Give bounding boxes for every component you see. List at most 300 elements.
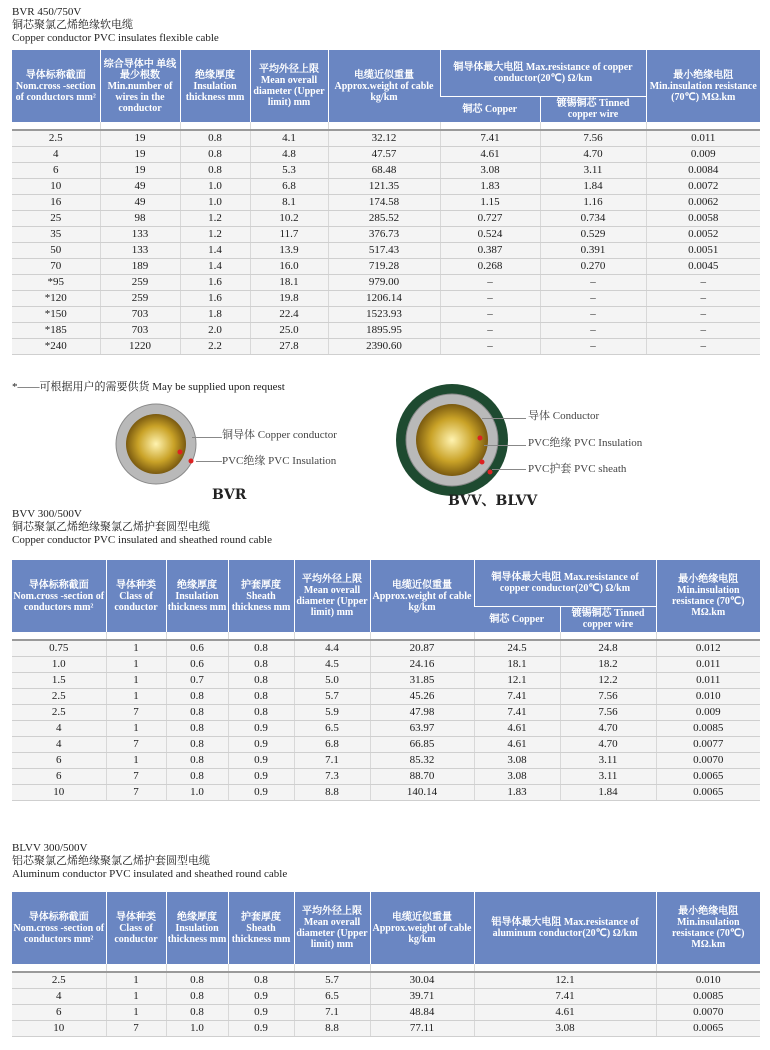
table-cell: 4 <box>12 147 100 163</box>
bvr-header-diameter: 平均外径上限 Mean overall diameter (Upper limit) mm <box>250 50 328 122</box>
table-cell: 5.7 <box>294 689 370 705</box>
table-cell: 98 <box>100 211 180 227</box>
table-cell: 39.71 <box>370 989 474 1005</box>
table-cell: 6.5 <box>294 989 370 1005</box>
table-cell: 3.08 <box>474 769 560 785</box>
table-cell: 85.32 <box>370 753 474 769</box>
table-cell: 6.8 <box>294 737 370 753</box>
table-cell: 3.08 <box>440 163 540 179</box>
table-cell: 50 <box>12 243 100 259</box>
table-cell: 7.56 <box>560 705 656 721</box>
table-cell: 4.5 <box>294 657 370 673</box>
table-cell: 3.11 <box>560 753 656 769</box>
bvr-title-block <box>12 6 219 45</box>
table-cell: 517.43 <box>328 243 440 259</box>
table-cell: 1220 <box>100 339 180 355</box>
table-row <box>12 705 760 721</box>
blvv-title-en: Aluminum conductor PVC insulated and sheathed round cable <box>12 868 288 880</box>
table-cell: 0.0072 <box>646 179 760 195</box>
table-cell: 4.8 <box>250 147 328 163</box>
table-cell: 0.391 <box>540 243 646 259</box>
table-cell: 1523.93 <box>328 307 440 323</box>
table-cell: 1.84 <box>540 179 646 195</box>
table-row <box>12 1021 760 1037</box>
table-cell: 5.3 <box>250 163 328 179</box>
table-cell: 12.2 <box>560 673 656 689</box>
table-cell: 16.0 <box>250 259 328 275</box>
table-cell: 18.1 <box>474 657 560 673</box>
table-row <box>12 972 760 989</box>
bvr-label-conductor: 铜导体 Copper conductor <box>222 429 337 441</box>
blvv-header-insulation: 绝缘厚度 Insulation thickness mm <box>166 892 228 964</box>
table-cell: 4.1 <box>250 130 328 147</box>
table-cell: 189 <box>100 259 180 275</box>
table-cell: 16 <box>12 195 100 211</box>
table-cell: 1.0 <box>180 179 250 195</box>
table-cell: 0.387 <box>440 243 540 259</box>
table-cell: 0.6 <box>166 657 228 673</box>
table-cell: 0.75 <box>12 640 106 657</box>
table-cell: 77.11 <box>370 1021 474 1037</box>
table-cell: 133 <box>100 243 180 259</box>
table-cell: 0.268 <box>440 259 540 275</box>
table-cell: 0.8 <box>166 769 228 785</box>
bvv-header-section: 导体标称截面 Nom.cross -section of conductors mm² <box>12 560 106 632</box>
table-cell: 121.35 <box>328 179 440 195</box>
blvv-header-class: 导体种类 Class of conductor <box>106 892 166 964</box>
table-cell: 18.1 <box>250 275 328 291</box>
table-cell: 1.16 <box>540 195 646 211</box>
table-cell: – <box>646 307 760 323</box>
table-row <box>12 657 760 673</box>
header-spacer-row <box>12 122 760 130</box>
table-cell: 0.011 <box>646 130 760 147</box>
table-cell: 285.52 <box>328 211 440 227</box>
table-cell: 4.61 <box>474 1005 656 1021</box>
blvv-header-min-insulation: 最小绝缘电阻 Min.insulation resistance (70℃) MΩ.km <box>656 892 760 964</box>
table-cell: 0.8 <box>166 705 228 721</box>
table-cell: 0.8 <box>228 673 294 689</box>
table-row <box>12 753 760 769</box>
table-cell: 1.15 <box>440 195 540 211</box>
table-cell: 19 <box>100 147 180 163</box>
table-cell: 12.1 <box>474 972 656 989</box>
table-cell: 0.0051 <box>646 243 760 259</box>
table-row <box>12 243 760 259</box>
bvr-header-copper: 铜芯 Copper <box>440 96 540 122</box>
table-cell: – <box>440 275 540 291</box>
bvv-title-en: Copper conductor PVC insulated and sheathed round cable <box>12 534 272 546</box>
table-cell: 0.8 <box>166 1005 228 1021</box>
table-cell: 0.8 <box>228 657 294 673</box>
bvr-spec-table <box>12 50 760 355</box>
bvr-cable-name: BVR <box>212 487 247 503</box>
blvv-title-cn: 铝芯聚氯乙烯绝缘聚氯乙烯护套圆型电缆 <box>12 855 210 867</box>
table-cell: 0.0052 <box>646 227 760 243</box>
table-cell: 24.16 <box>370 657 474 673</box>
bvv-spec-table <box>12 560 760 801</box>
table-cell: 27.8 <box>250 339 328 355</box>
bvv-model: BVV 300/500V <box>12 508 82 520</box>
table-cell: 5.7 <box>294 972 370 989</box>
table-cell: 2.5 <box>12 689 106 705</box>
table-cell: 7.3 <box>294 769 370 785</box>
table-cell: 4.70 <box>560 721 656 737</box>
blvv-header-sheath: 护套厚度 Sheath thickness mm <box>228 892 294 964</box>
table-cell: 0.8 <box>166 989 228 1005</box>
table-cell: 0.9 <box>228 753 294 769</box>
table-cell: 1.0 <box>166 785 228 801</box>
table-cell: 0.010 <box>656 972 760 989</box>
table-cell: 0.8 <box>166 721 228 737</box>
blvv-model: BLVV 300/500V <box>12 842 88 854</box>
table-cell: 4.61 <box>474 737 560 753</box>
bvv-header-copper: 铜芯 Copper <box>474 606 560 632</box>
table-cell: 45.26 <box>370 689 474 705</box>
table-cell: 3.11 <box>560 769 656 785</box>
bvv-header-weight: 电缆近似重量 Approx.weight of cable kg/km <box>370 560 474 632</box>
table-cell: 8.8 <box>294 1021 370 1037</box>
table-cell: 1 <box>106 989 166 1005</box>
table-cell: – <box>440 339 540 355</box>
table-cell: 1.4 <box>180 243 250 259</box>
table-cell: 7 <box>106 785 166 801</box>
table-row <box>12 721 760 737</box>
table-cell: 2.5 <box>12 705 106 721</box>
table-cell: 0.8 <box>228 705 294 721</box>
table-cell: 1.83 <box>474 785 560 801</box>
table-cell: 2.5 <box>12 972 106 989</box>
blvv-spec-table <box>12 892 760 1037</box>
table-cell: 7.41 <box>474 989 656 1005</box>
table-cell: 0.9 <box>228 785 294 801</box>
table-cell: 0.9 <box>228 769 294 785</box>
table-cell: 1895.95 <box>328 323 440 339</box>
table-cell: – <box>440 307 540 323</box>
table-cell: 11.7 <box>250 227 328 243</box>
blvv-header-section: 导体标称截面 Nom.cross -section of conductors mm² <box>12 892 106 964</box>
table-cell: 0.9 <box>228 1021 294 1037</box>
table-cell: – <box>540 307 646 323</box>
table-cell: *185 <box>12 323 100 339</box>
table-cell: 1.6 <box>180 291 250 307</box>
table-cell: *120 <box>12 291 100 307</box>
table-cell: 0.009 <box>646 147 760 163</box>
table-cell: 6.8 <box>250 179 328 195</box>
table-cell: 32.12 <box>328 130 440 147</box>
bvv-header-resistance: 铜导体最大电阻 Max.resistance of copper conductor(20℃) Ω/km <box>474 560 656 606</box>
table-row <box>12 1005 760 1021</box>
table-cell: 376.73 <box>328 227 440 243</box>
table-cell: 0.011 <box>656 657 760 673</box>
table-cell: 10 <box>12 1021 106 1037</box>
table-cell: – <box>440 323 540 339</box>
table-cell: 0.0085 <box>656 721 760 737</box>
table-cell: 259 <box>100 275 180 291</box>
table-cell: 0.011 <box>656 673 760 689</box>
table-cell: 0.0085 <box>656 989 760 1005</box>
table-cell: 24.5 <box>474 640 560 657</box>
table-cell: 1 <box>106 657 166 673</box>
table-cell: 4.61 <box>474 721 560 737</box>
table-cell: 10 <box>12 785 106 801</box>
bvv-cable-diagram <box>394 382 510 498</box>
table-row <box>12 785 760 801</box>
table-cell: 0.8 <box>180 147 250 163</box>
table-cell: 140.14 <box>370 785 474 801</box>
table-cell: 25.0 <box>250 323 328 339</box>
table-cell: 7.56 <box>540 130 646 147</box>
table-row <box>12 323 760 339</box>
table-cell: 0.6 <box>166 640 228 657</box>
table-row <box>12 339 760 355</box>
table-cell: 0.8 <box>166 753 228 769</box>
table-cell: 1 <box>106 673 166 689</box>
bvr-title-en: Copper conductor PVC insulates flexible cable <box>12 32 219 44</box>
table-cell: 0.8 <box>180 130 250 147</box>
bvv-label-insulation: PVC绝缘 PVC Insulation <box>528 437 643 449</box>
table-cell: 49 <box>100 179 180 195</box>
blvv-header-diameter: 平均外径上限 Mean overall diameter (Upper limit) mm <box>294 892 370 964</box>
table-cell: 2390.60 <box>328 339 440 355</box>
blvv-title-block <box>12 842 287 881</box>
table-cell: 5.0 <box>294 673 370 689</box>
bvr-header-wires: 综合导体中 单线最少根数 Min.number of wires in the conductor <box>100 50 180 122</box>
bvv-header-min-insulation: 最小绝缘电阻 Min.insulation resistance (70℃) MΩ.km <box>656 560 760 632</box>
table-cell: 0.529 <box>540 227 646 243</box>
table-cell: 70 <box>12 259 100 275</box>
table-cell: 1.0 <box>166 1021 228 1037</box>
table-cell: 703 <box>100 323 180 339</box>
table-row <box>12 737 760 753</box>
table-cell: 6 <box>12 769 106 785</box>
table-cell: 1 <box>106 972 166 989</box>
table-cell: 4.4 <box>294 640 370 657</box>
table-cell: 0.270 <box>540 259 646 275</box>
table-cell: 47.98 <box>370 705 474 721</box>
table-cell: 7.56 <box>560 689 656 705</box>
table-cell: 12.1 <box>474 673 560 689</box>
table-cell: 4.70 <box>540 147 646 163</box>
bvv-header-insulation: 绝缘厚度 Insulation thickness mm <box>166 560 228 632</box>
table-cell: 0.009 <box>656 705 760 721</box>
bvv-cable-name: BVV、BLVV <box>448 493 538 509</box>
table-cell: 6 <box>12 163 100 179</box>
bvv-title-cn: 铜芯聚氯乙烯绝缘聚氯乙烯护套圆型电缆 <box>12 521 210 533</box>
table-cell: 22.4 <box>250 307 328 323</box>
table-cell: 0.727 <box>440 211 540 227</box>
table-row <box>12 989 760 1005</box>
table-cell: – <box>440 291 540 307</box>
table-cell: 1.2 <box>180 211 250 227</box>
table-cell: 1.6 <box>180 275 250 291</box>
table-row <box>12 163 760 179</box>
table-cell: 0.0077 <box>656 737 760 753</box>
bvv-header-class: 导体种类 Class of conductor <box>106 560 166 632</box>
table-cell: 24.8 <box>560 640 656 657</box>
table-cell: 0.9 <box>228 737 294 753</box>
table-cell: 0.0058 <box>646 211 760 227</box>
table-cell: 66.85 <box>370 737 474 753</box>
table-cell: 719.28 <box>328 259 440 275</box>
table-row <box>12 195 760 211</box>
table-cell: 133 <box>100 227 180 243</box>
blvv-header-resistance: 铝导体最大电阻 Max.resistance of aluminum conductor(20℃) Ω/km <box>474 892 656 964</box>
bvr-title-cn: 铜芯聚氯乙烯绝缘软电缆 <box>12 19 133 31</box>
table-cell: 0.9 <box>228 721 294 737</box>
bvr-header-insulation: 绝缘厚度 Insulation thickness mm <box>180 50 250 122</box>
table-cell: *95 <box>12 275 100 291</box>
table-cell: 0.8 <box>166 689 228 705</box>
table-cell: *150 <box>12 307 100 323</box>
table-cell: 88.70 <box>370 769 474 785</box>
table-row <box>12 769 760 785</box>
table-cell: 7 <box>106 737 166 753</box>
table-cell: 259 <box>100 291 180 307</box>
supply-note: *——可根据用户的需要供货 May be supplied upon request <box>12 381 285 393</box>
table-cell: 1.84 <box>560 785 656 801</box>
header-spacer-row <box>12 964 760 972</box>
table-cell: 7 <box>106 705 166 721</box>
table-cell: 4 <box>12 737 106 753</box>
table-cell: 35 <box>12 227 100 243</box>
table-cell: – <box>646 275 760 291</box>
table-cell: 6 <box>12 1005 106 1021</box>
table-cell: 0.012 <box>656 640 760 657</box>
table-cell: 1 <box>106 1005 166 1021</box>
table-cell: 10 <box>12 179 100 195</box>
table-cell: 8.8 <box>294 785 370 801</box>
table-cell: 7.41 <box>474 705 560 721</box>
blvv-header-weight: 电缆近似重量 Approx.weight of cable kg/km <box>370 892 474 964</box>
table-cell: 0.8 <box>180 163 250 179</box>
table-cell: 979.00 <box>328 275 440 291</box>
table-cell: 0.9 <box>228 1005 294 1021</box>
table-cell: 0.010 <box>656 689 760 705</box>
table-cell: 1.0 <box>180 195 250 211</box>
bvv-header-sheath: 护套厚度 Sheath thickness mm <box>228 560 294 632</box>
table-cell: 7.41 <box>474 689 560 705</box>
table-cell: 0.0065 <box>656 769 760 785</box>
table-cell: 0.0045 <box>646 259 760 275</box>
table-cell: 1.0 <box>12 657 106 673</box>
bvr-header-section: 导体标称截面 Nom.cross -section of conductors mm² <box>12 50 100 122</box>
table-cell: 68.48 <box>328 163 440 179</box>
table-row <box>12 211 760 227</box>
table-cell: 13.9 <box>250 243 328 259</box>
table-cell: 3.08 <box>474 1021 656 1037</box>
table-cell: 2.0 <box>180 323 250 339</box>
table-cell: 7.1 <box>294 1005 370 1021</box>
table-cell: 19 <box>100 163 180 179</box>
table-cell: 0.8 <box>228 972 294 989</box>
table-cell: 4 <box>12 989 106 1005</box>
table-cell: 30.04 <box>370 972 474 989</box>
bvr-label-insulation: PVC绝缘 PVC Insulation <box>222 455 337 467</box>
table-row <box>12 307 760 323</box>
table-cell: – <box>646 339 760 355</box>
table-cell: 0.0065 <box>656 785 760 801</box>
table-cell: 0.0062 <box>646 195 760 211</box>
table-cell: 3.08 <box>474 753 560 769</box>
table-row <box>12 275 760 291</box>
table-cell: 7 <box>106 769 166 785</box>
table-row <box>12 227 760 243</box>
table-cell: 19 <box>100 130 180 147</box>
header-spacer-row <box>12 632 760 640</box>
bvv-copper-core <box>416 404 488 476</box>
table-cell: 7 <box>106 1021 166 1037</box>
table-cell: 2.5 <box>12 130 100 147</box>
table-cell: 25 <box>12 211 100 227</box>
bvr-header-tinned: 镀锡铜芯 Tinned copper wire <box>540 96 646 122</box>
bvr-cable-diagram <box>100 403 212 485</box>
table-cell: 0.734 <box>540 211 646 227</box>
table-cell: – <box>646 323 760 339</box>
table-cell: 0.0084 <box>646 163 760 179</box>
table-cell: 1206.14 <box>328 291 440 307</box>
table-cell: 19.8 <box>250 291 328 307</box>
table-cell: 31.85 <box>370 673 474 689</box>
table-cell: 0.0065 <box>656 1021 760 1037</box>
table-cell: 7.1 <box>294 753 370 769</box>
table-cell: 6 <box>12 753 106 769</box>
table-cell: 1.4 <box>180 259 250 275</box>
table-cell: – <box>540 323 646 339</box>
bvr-copper-core <box>126 414 186 474</box>
table-cell: 10.2 <box>250 211 328 227</box>
table-cell: 0.8 <box>228 640 294 657</box>
table-cell: 8.1 <box>250 195 328 211</box>
table-row <box>12 291 760 307</box>
table-cell: 20.87 <box>370 640 474 657</box>
bvv-header-tinned: 镀锡铜芯 Tinned copper wire <box>560 606 656 632</box>
table-row <box>12 689 760 705</box>
table-cell: 1.2 <box>180 227 250 243</box>
bvv-label-sheath: PVC护套 PVC sheath <box>528 463 627 475</box>
table-cell: 2.2 <box>180 339 250 355</box>
table-cell: 1 <box>106 721 166 737</box>
table-cell: 0.8 <box>166 737 228 753</box>
table-cell: 5.9 <box>294 705 370 721</box>
table-row <box>12 640 760 657</box>
table-cell: *240 <box>12 339 100 355</box>
table-cell: 47.57 <box>328 147 440 163</box>
table-row <box>12 673 760 689</box>
bvv-label-conductor: 导体 Conductor <box>528 410 600 422</box>
table-cell: 7.41 <box>440 130 540 147</box>
table-cell: 49 <box>100 195 180 211</box>
bvv-header-diameter: 平均外径上限 Mean overall diameter (Upper limit) mm <box>294 560 370 632</box>
table-cell: 0.7 <box>166 673 228 689</box>
table-cell: 0.8 <box>228 689 294 705</box>
table-cell: 1.8 <box>180 307 250 323</box>
table-cell: – <box>540 291 646 307</box>
table-cell: – <box>646 291 760 307</box>
bvr-header-min-insulation: 最小绝缘电阻 Min.insulation resistance (70℃) MΩ.km <box>646 50 760 122</box>
table-row <box>12 179 760 195</box>
table-cell: 63.97 <box>370 721 474 737</box>
table-cell: 0.9 <box>228 989 294 1005</box>
table-cell: – <box>540 339 646 355</box>
table-row <box>12 130 760 147</box>
table-cell: 1.5 <box>12 673 106 689</box>
table-cell: 0.524 <box>440 227 540 243</box>
table-cell: 1 <box>106 689 166 705</box>
table-cell: 0.8 <box>166 972 228 989</box>
table-cell: 0.0070 <box>656 753 760 769</box>
table-cell: 48.84 <box>370 1005 474 1021</box>
